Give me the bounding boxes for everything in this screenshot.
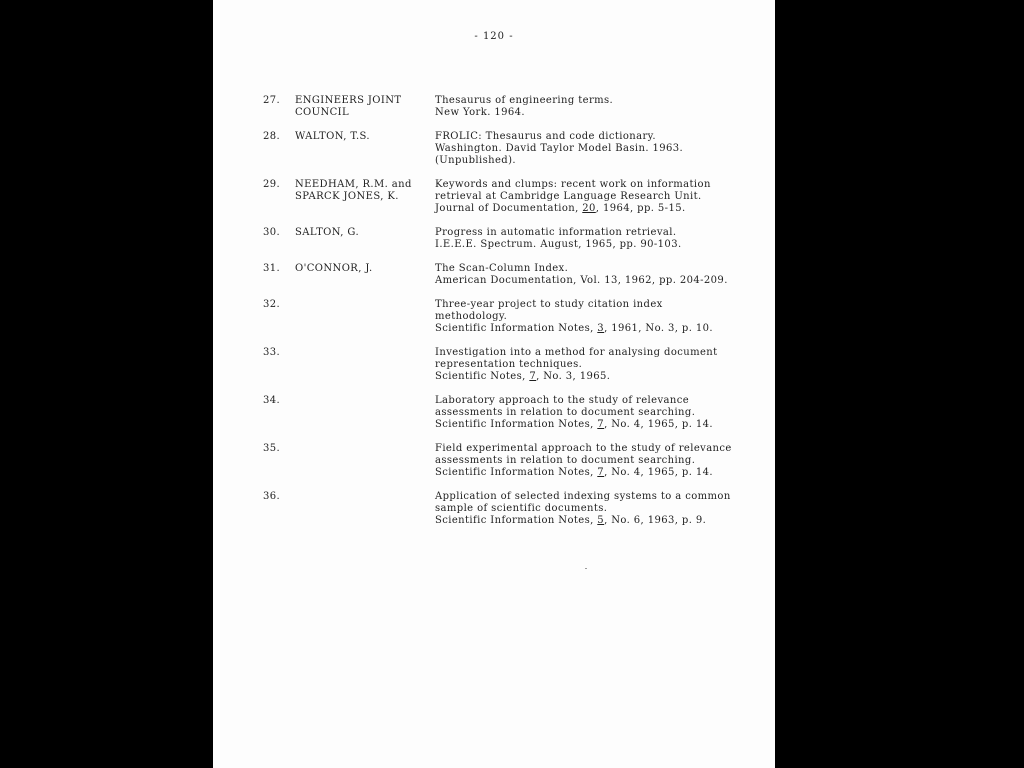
author-line: COUNCIL — [295, 107, 350, 118]
reference-citation — [435, 443, 770, 479]
author-line: ENGINEERS JOINT — [295, 95, 402, 106]
reference-entry — [213, 263, 775, 287]
author-line: WALTON, T.S. — [295, 131, 371, 142]
reference-citation — [435, 347, 770, 383]
citation-line: Laboratory approach to the study of relevance — [435, 395, 690, 406]
citation-line: Journal of Documentation, 20, 1964, pp. 5-15. — [435, 203, 686, 214]
reference-number: 34. — [263, 395, 281, 406]
citation-line: The Scan-Column Index. — [435, 263, 569, 274]
citation-line: Keywords and clumps: recent work on information — [435, 179, 711, 190]
author-line: O'CONNOR, J. — [295, 263, 373, 274]
reference-citation — [435, 227, 770, 251]
citation-line: Progress in automatic information retrieval. — [435, 227, 677, 238]
scan-speck — [585, 568, 587, 569]
reference-number: 28. — [263, 131, 281, 142]
volume-number: 7 — [597, 419, 605, 430]
volume-number: 20 — [582, 203, 596, 214]
reference-citation — [435, 263, 770, 287]
reference-number: 27. — [263, 95, 281, 106]
reference-author — [295, 95, 425, 119]
reference-entry — [213, 131, 775, 167]
reference-entry — [213, 347, 775, 383]
reference-entry — [213, 395, 775, 431]
reference-author — [295, 131, 425, 143]
author-line: SPARCK JONES, K. — [295, 191, 399, 202]
reference-author — [295, 227, 425, 239]
reference-author — [295, 179, 425, 203]
reference-entry — [213, 227, 775, 251]
citation-line: methodology. — [435, 311, 508, 322]
citation-line: Three-year project to study citation index — [435, 299, 663, 310]
reference-number: 31. — [263, 263, 281, 274]
reference-citation — [435, 179, 770, 215]
citation-line: I.E.E.E. Spectrum. August, 1965, pp. 90-103. — [435, 239, 682, 250]
citation-line: Washington. David Taylor Model Basin. 1963. — [435, 143, 684, 154]
page-number: - 120 - — [474, 31, 514, 42]
author-line: SALTON, G. — [295, 227, 360, 238]
citation-line: New York. 1964. — [435, 107, 525, 118]
reference-entry — [213, 443, 775, 479]
reference-entry — [213, 491, 775, 527]
citation-line: representation techniques. — [435, 359, 583, 370]
reference-number: 29. — [263, 179, 281, 190]
reference-citation — [435, 395, 770, 431]
citation-line: Scientific Notes, 7, No. 3, 1965. — [435, 371, 611, 382]
volume-number: 7 — [597, 467, 605, 478]
citation-line: FROLIC: Thesaurus and code dictionary. — [435, 131, 656, 142]
reference-number: 30. — [263, 227, 281, 238]
citation-line: assessments in relation to document searching. — [435, 455, 696, 466]
reference-entry — [213, 299, 775, 335]
citation-line: retrieval at Cambridge Language Research Unit. — [435, 191, 702, 202]
reference-citation — [435, 131, 770, 167]
citation-line: Scientific Information Notes, 5, No. 6, 1963, p. 9. — [435, 515, 707, 526]
citation-line: American Documentation, Vol. 13, 1962, pp. 204-209. — [435, 275, 728, 286]
citation-line: Field experimental approach to the study of relevance — [435, 443, 732, 454]
reference-citation — [435, 491, 770, 527]
document-page — [213, 0, 775, 768]
volume-number: 3 — [597, 323, 605, 334]
citation-line: Application of selected indexing systems to a common — [435, 491, 731, 502]
citation-line: Scientific Information Notes, 3, 1961, No. 3, p. 10. — [435, 323, 713, 334]
author-line: NEEDHAM, R.M. and — [295, 179, 412, 190]
citation-line: Thesaurus of engineering terms. — [435, 95, 614, 106]
reference-number: 32. — [263, 299, 281, 310]
volume-number: 5 — [597, 515, 605, 526]
citation-line: Investigation into a method for analysing document — [435, 347, 718, 358]
citation-line: Scientific Information Notes, 7, No. 4, 1965, p. 14. — [435, 419, 713, 430]
reference-citation — [435, 299, 770, 335]
reference-number: 36. — [263, 491, 281, 502]
reference-number: 33. — [263, 347, 281, 358]
citation-line: sample of scientific documents. — [435, 503, 608, 514]
reference-number: 35. — [263, 443, 281, 454]
volume-number: 7 — [529, 371, 537, 382]
reference-entry — [213, 95, 775, 119]
citation-line: (Unpublished). — [435, 155, 516, 166]
citation-line: assessments in relation to document searching. — [435, 407, 696, 418]
reference-author — [295, 263, 425, 275]
reference-citation — [435, 95, 770, 119]
citation-line: Scientific Information Notes, 7, No. 4, 1965, p. 14. — [435, 467, 713, 478]
reference-entry — [213, 179, 775, 215]
